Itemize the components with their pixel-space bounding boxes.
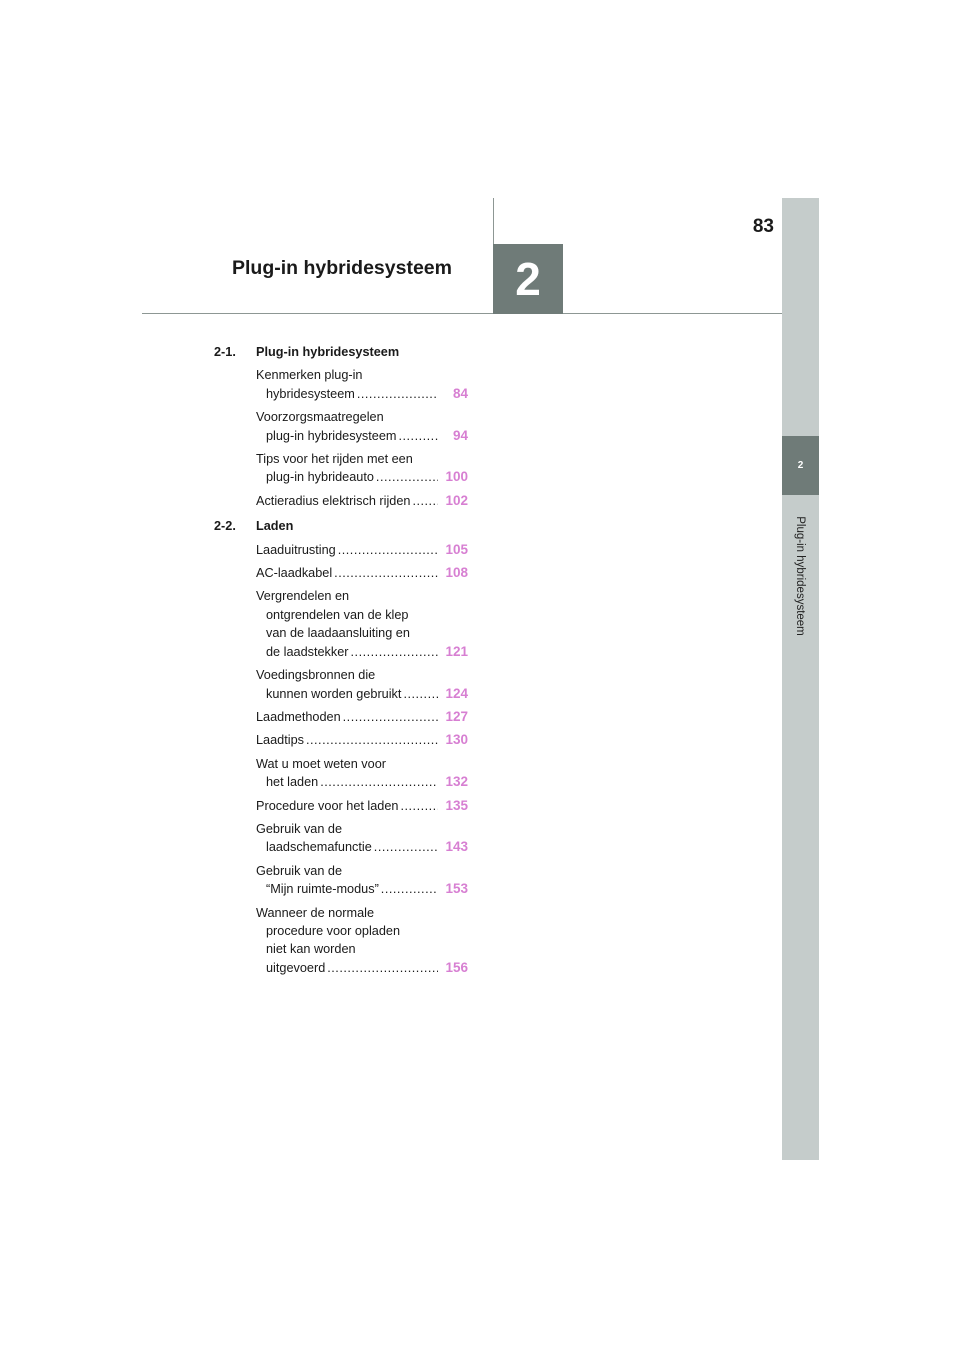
toc-entry[interactable]: [214, 587, 468, 661]
toc-entry-line: procedure voor opladen: [266, 923, 401, 938]
toc-entry[interactable]: [214, 862, 468, 899]
page-reference[interactable]: 156: [445, 959, 468, 975]
page-reference[interactable]: 121: [445, 643, 468, 659]
dot-leader: [327, 959, 438, 977]
dot-leader: [357, 385, 438, 403]
section-number: 2-2.: [214, 519, 236, 534]
side-tab-label: Plug-in hybridesysteem: [794, 516, 806, 636]
toc-entry-line: Laadmethoden: [256, 709, 341, 724]
dot-leader: [306, 731, 438, 749]
dot-leader: [320, 773, 438, 791]
dot-leader: [334, 564, 438, 582]
dot-leader: [400, 797, 438, 815]
page-reference[interactable]: 100: [445, 469, 468, 485]
toc-entry-line: ontgrendelen van de klep: [266, 607, 409, 622]
toc-entry-line: hybridesysteem: [266, 386, 355, 401]
toc-entry[interactable]: [214, 366, 468, 403]
chapter-side-tab[interactable]: [782, 436, 819, 495]
dot-leader: [398, 427, 438, 445]
toc-entry-line: uitgevoerd: [266, 960, 326, 975]
dot-leader: [381, 880, 438, 898]
toc-entry-line: Tips voor het rijden met een: [256, 452, 413, 467]
toc-entry-line: Wat u moet weten voor: [256, 756, 386, 771]
toc-entry-line: van de laadaansluiting en: [266, 626, 410, 641]
toc-entry-line: Gebruik van de: [256, 821, 343, 836]
toc-entry-line: Laadtips: [256, 733, 304, 748]
page-reference[interactable]: 84: [452, 385, 468, 401]
toc-entry-line: Laaduitrusting: [256, 542, 336, 557]
section-title: Plug-in hybridesysteem: [256, 345, 400, 359]
toc-entry[interactable]: [214, 731, 468, 749]
page-reference[interactable]: 130: [445, 732, 468, 748]
toc-entry-line: kunnen worden gebruikt: [266, 686, 402, 701]
toc-entry[interactable]: [214, 666, 468, 703]
toc-entry[interactable]: [214, 492, 468, 510]
dot-leader: [343, 708, 438, 726]
dot-leader: [403, 685, 438, 703]
toc-entry-line: laadschemafunctie: [266, 840, 372, 855]
toc-entry[interactable]: [214, 797, 468, 815]
header-horizontal-rule: [142, 313, 782, 314]
chapter-side-strip: [782, 198, 819, 1160]
header-vertical-rule: [493, 198, 494, 245]
toc-entry-line: plug-in hybrideauto: [266, 470, 374, 485]
toc-entry-line: Voorzorgsmaatregelen: [256, 410, 384, 425]
toc-entry-line: Actieradius elektrisch rijden: [256, 493, 411, 508]
dot-leader: [374, 838, 438, 856]
page-reference[interactable]: 135: [445, 797, 468, 813]
page-reference[interactable]: 153: [445, 881, 468, 897]
toc-entry-line: Voedingsbronnen die: [256, 668, 376, 683]
page-reference[interactable]: 105: [445, 541, 468, 557]
toc-section-heading[interactable]: [214, 517, 468, 535]
toc-entry[interactable]: [214, 450, 468, 487]
toc-entry[interactable]: [214, 408, 468, 445]
dot-leader: [338, 541, 438, 559]
toc-entry[interactable]: [214, 541, 468, 559]
page-reference[interactable]: 102: [445, 492, 468, 508]
toc-entry-line: “Mijn ruimte-modus”: [266, 882, 379, 897]
toc-entry-line: AC-laadkabel: [256, 566, 333, 581]
toc-entry[interactable]: [214, 820, 468, 857]
toc-entry-line: Gebruik van de: [256, 863, 343, 878]
toc-entry-line: het laden: [266, 775, 319, 790]
toc-entry-line: Procedure voor het laden: [256, 798, 399, 813]
toc-entry-line: de laadstekker: [266, 644, 349, 659]
section-title: Laden: [256, 519, 294, 534]
toc-entry-line: niet kan worden: [266, 942, 356, 957]
page-reference[interactable]: 143: [445, 839, 468, 855]
toc-entry-line: Kenmerken plug-in: [256, 368, 363, 383]
toc-entry[interactable]: [214, 904, 468, 978]
dot-leader: [412, 492, 438, 510]
toc-entry-line: Wanneer de normale: [256, 905, 375, 920]
page-reference[interactable]: 124: [445, 685, 468, 701]
toc-entry[interactable]: [214, 755, 468, 792]
page-reference[interactable]: 127: [445, 708, 468, 724]
toc-section-heading[interactable]: [214, 343, 468, 361]
chapter-number: 2: [515, 253, 541, 305]
table-of-contents: [214, 343, 468, 982]
chapter-title: Plug-in hybridesysteem: [232, 257, 452, 279]
page-reference[interactable]: 94: [452, 427, 468, 443]
toc-entry[interactable]: [214, 708, 468, 726]
page-reference[interactable]: 108: [445, 565, 468, 581]
toc-entry-line: plug-in hybridesysteem: [266, 428, 397, 443]
toc-entry[interactable]: [214, 564, 468, 582]
dot-leader: [376, 468, 438, 486]
dot-leader: [351, 643, 438, 661]
side-tab-number: 2: [797, 460, 804, 471]
page-number: 83: [752, 216, 774, 237]
chapter-number-box: [493, 244, 563, 314]
page-reference[interactable]: 132: [445, 774, 468, 790]
toc-entry-line: Vergrendelen en: [256, 589, 350, 604]
section-number: 2-1.: [214, 345, 236, 359]
